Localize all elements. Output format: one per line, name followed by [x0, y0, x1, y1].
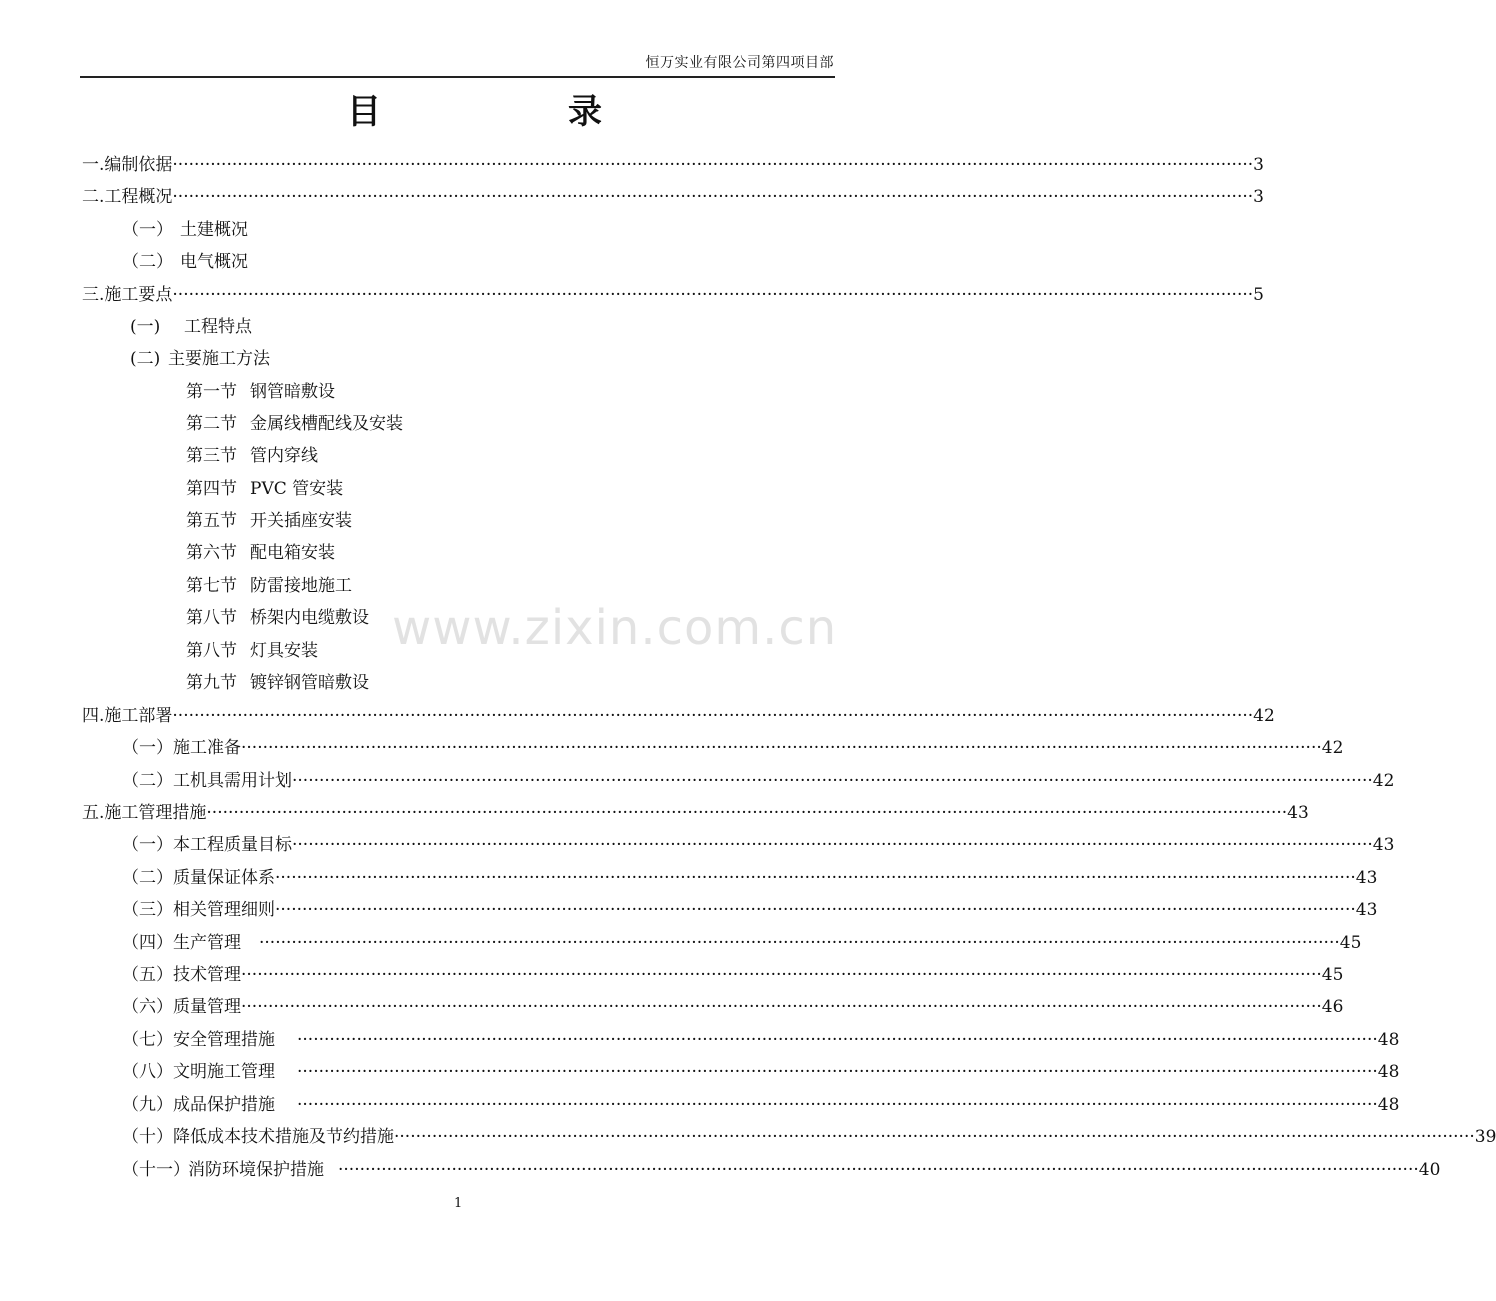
toc-entry-page: 48	[1377, 1095, 1400, 1115]
toc-entry-number: 第三节	[186, 446, 237, 466]
toc-entry-label: 管内穿线	[250, 446, 318, 466]
toc-entry-page: 46	[1321, 997, 1344, 1017]
toc-entry-label: 工程概况	[104, 187, 173, 207]
toc-leader-dots: ········································································································································································································	[275, 868, 1356, 888]
header-divider	[80, 76, 835, 78]
toc-entry-label: PVC 管安装	[250, 479, 344, 499]
toc-entry-number: 一.	[82, 155, 105, 175]
toc-entry-page: 45	[1321, 965, 1344, 985]
toc-entry-page: 48	[1377, 1062, 1400, 1082]
toc-entry-number: 第九节	[186, 673, 237, 693]
toc-entry[interactable]	[130, 344, 270, 368]
toc-entry-number: （十）	[122, 1127, 173, 1147]
toc-entry[interactable]	[82, 182, 1264, 207]
toc-entry-page: 3	[1253, 155, 1264, 175]
toc-entry-number: 三.	[82, 285, 105, 305]
toc-entry-label: 防雷接地施工	[250, 576, 352, 596]
toc-entry[interactable]	[186, 377, 335, 401]
toc-entry-page: 43	[1355, 868, 1378, 888]
toc-entry-label: 灯具安装	[250, 641, 318, 661]
toc-entry[interactable]	[186, 474, 343, 498]
toc-entry-number: 第六节	[186, 543, 237, 563]
toc-leader-dots: ········································································································································································································	[292, 835, 1373, 855]
watermark: www.zixin.com.cn	[392, 600, 838, 656]
toc-entry-label: 桥架内电缆敷设	[250, 608, 369, 628]
toc-entry[interactable]	[122, 830, 1395, 855]
toc-entry[interactable]	[82, 798, 1309, 823]
toc-entry-label: 土建概况	[180, 220, 248, 240]
toc-entry[interactable]	[186, 603, 369, 627]
toc-entry-page: 45	[1339, 933, 1362, 953]
toc-entry[interactable]	[122, 1155, 1441, 1180]
toc-entry-label: 施工部署	[104, 706, 173, 726]
toc-entry[interactable]	[186, 668, 369, 692]
toc-entry-number: 五.	[82, 803, 105, 823]
toc-entry[interactable]	[82, 701, 1275, 726]
toc-entry-label: 开关插座安装	[250, 511, 352, 531]
toc-leader-dots: ········································································································································································································	[206, 803, 1288, 823]
toc-entry[interactable]	[82, 280, 1264, 305]
toc-leader-dots: ········································································································································································································	[172, 187, 1254, 207]
header-company: 恒万实业有限公司第四项目部	[645, 55, 834, 71]
toc-entry-label: 质量管理	[173, 997, 241, 1017]
footer-page-number: 1	[454, 1196, 463, 1211]
toc-entry-label: 镀锌钢管暗敷设	[250, 673, 369, 693]
toc-entry[interactable]	[122, 1057, 1400, 1082]
toc-entry-number: （七）	[122, 1030, 173, 1050]
toc-entry-number: 第五节	[186, 511, 237, 531]
toc-entry[interactable]	[82, 150, 1264, 175]
toc-entry-number: （三）	[122, 900, 173, 920]
toc-entry-label: 本工程质量目标	[173, 835, 292, 855]
toc-entry-number: （一）	[122, 738, 173, 758]
toc-entry-page: 3	[1253, 187, 1264, 207]
toc-entry-label: 成品保护措施	[173, 1095, 275, 1115]
toc-entry-label: 工机具需用计划	[173, 771, 292, 791]
toc-leader-dots: ········································································································································································································	[259, 933, 1340, 953]
toc-leader-dots: ········································································································································································································	[172, 706, 1254, 726]
toc-entry-label: 电气概况	[180, 252, 248, 272]
toc-leader-dots: ········································································································································································································	[241, 965, 1322, 985]
toc-entry-page: 39	[1474, 1127, 1496, 1147]
toc-entry[interactable]	[122, 215, 248, 239]
toc-entry[interactable]	[122, 928, 1362, 953]
toc-entry-number: 二.	[82, 187, 105, 207]
toc-entry-number: （二）	[122, 252, 173, 272]
toc-entry-label: 钢管暗敷设	[250, 382, 335, 402]
toc-entry[interactable]	[186, 441, 318, 465]
toc-leader-dots: ········································································································································································································	[292, 771, 1373, 791]
toc-entry-label: 施工管理措施	[104, 803, 207, 823]
toc-leader-dots: ········································································································································································································	[297, 1062, 1378, 1082]
toc-entry[interactable]	[186, 571, 352, 595]
toc-entry-label: 编制依据	[104, 155, 173, 175]
toc-leader-dots: ········································································································································································································	[394, 1127, 1475, 1147]
toc-entry[interactable]	[122, 863, 1378, 888]
toc-entry-label: 技术管理	[173, 965, 241, 985]
toc-entry-label: 施工准备	[173, 738, 241, 758]
toc-entry-label: 降低成本技术措施及节约措施	[173, 1127, 394, 1147]
toc-entry-page: 48	[1377, 1030, 1400, 1050]
toc-leader-dots: ········································································································································································································	[297, 1095, 1378, 1115]
toc-entry[interactable]	[186, 506, 352, 530]
toc-entry-number: （一）	[122, 835, 173, 855]
toc-leader-dots: ········································································································································································································	[241, 738, 1322, 758]
toc-entry-page: 42	[1321, 738, 1344, 758]
title-right-char: 录	[568, 92, 602, 132]
toc-entry[interactable]	[122, 247, 248, 271]
toc-entry-page: 43	[1287, 803, 1309, 823]
toc-entry-page: 43	[1355, 900, 1378, 920]
toc-entry-number: 第一节	[186, 382, 237, 402]
toc-entry-number: （六）	[122, 997, 173, 1017]
toc-entry[interactable]	[122, 992, 1344, 1017]
toc-entry[interactable]	[122, 766, 1395, 791]
toc-entry-number: （九）	[122, 1095, 173, 1115]
toc-entry-number: (一)	[130, 317, 161, 337]
toc-leader-dots: ········································································································································································································	[338, 1160, 1419, 1180]
toc-entry[interactable]	[186, 636, 318, 660]
toc-entry[interactable]	[122, 1122, 1496, 1147]
toc-entry-number: 第七节	[186, 576, 237, 596]
toc-entry[interactable]	[122, 1025, 1400, 1050]
toc-entry-page: 42	[1253, 706, 1275, 726]
toc-entry-number: 第八节	[186, 641, 237, 661]
toc-leader-dots: ········································································································································································································	[172, 155, 1254, 175]
toc-leader-dots: ········································································································································································································	[241, 997, 1322, 1017]
toc-entry[interactable]	[122, 895, 1378, 920]
toc-entry-number: （四）	[122, 933, 173, 953]
toc-entry-number: (二)	[130, 349, 161, 369]
toc-entry-label: 文明施工管理	[173, 1062, 275, 1082]
toc-entry-number: （一）	[122, 220, 173, 240]
toc-entry-number: 第四节	[186, 479, 237, 499]
toc-entry-label: 金属线槽配线及安装	[250, 414, 403, 434]
toc-leader-dots: ········································································································································································································	[275, 900, 1356, 920]
toc-entry-number: （八）	[122, 1062, 173, 1082]
toc-entry-number: 第二节	[186, 414, 237, 434]
toc-entry-label: 配电箱安装	[250, 543, 335, 563]
toc-entry-number: （十一）	[122, 1160, 190, 1180]
title-left-char: 目	[347, 92, 381, 132]
toc-entry-page: 40	[1418, 1160, 1441, 1180]
toc-entry-number: （二）	[122, 771, 173, 791]
toc-entry[interactable]	[186, 538, 335, 562]
toc-entry-number: （二）	[122, 868, 173, 888]
toc-entry[interactable]	[186, 409, 403, 433]
toc-entry-label: 消防环境保护措施	[188, 1160, 324, 1180]
toc-entry-label: 相关管理细则	[173, 900, 275, 920]
toc-entry-page: 43	[1372, 835, 1395, 855]
toc-entry-page: 42	[1372, 771, 1395, 791]
toc-entry[interactable]	[122, 960, 1344, 985]
toc-entry-label: 生产管理	[173, 933, 241, 953]
toc-entry-label: 施工要点	[104, 285, 173, 305]
toc-entry[interactable]	[122, 733, 1344, 758]
toc-entry-page: 5	[1253, 285, 1264, 305]
toc-leader-dots: ········································································································································································································	[172, 285, 1254, 305]
toc-entry-label: 主要施工方法	[168, 349, 270, 369]
toc-entry-number: 四.	[82, 706, 105, 726]
toc-entry-number: （五）	[122, 965, 173, 985]
toc-leader-dots: ········································································································································································································	[297, 1030, 1378, 1050]
toc-entry-label: 安全管理措施	[173, 1030, 275, 1050]
toc-entry[interactable]	[130, 312, 252, 336]
toc-entry-label: 工程特点	[184, 317, 252, 337]
toc-entry-label: 质量保证体系	[173, 868, 275, 888]
toc-entry[interactable]	[122, 1090, 1400, 1115]
toc-entry-number: 第八节	[186, 608, 237, 628]
